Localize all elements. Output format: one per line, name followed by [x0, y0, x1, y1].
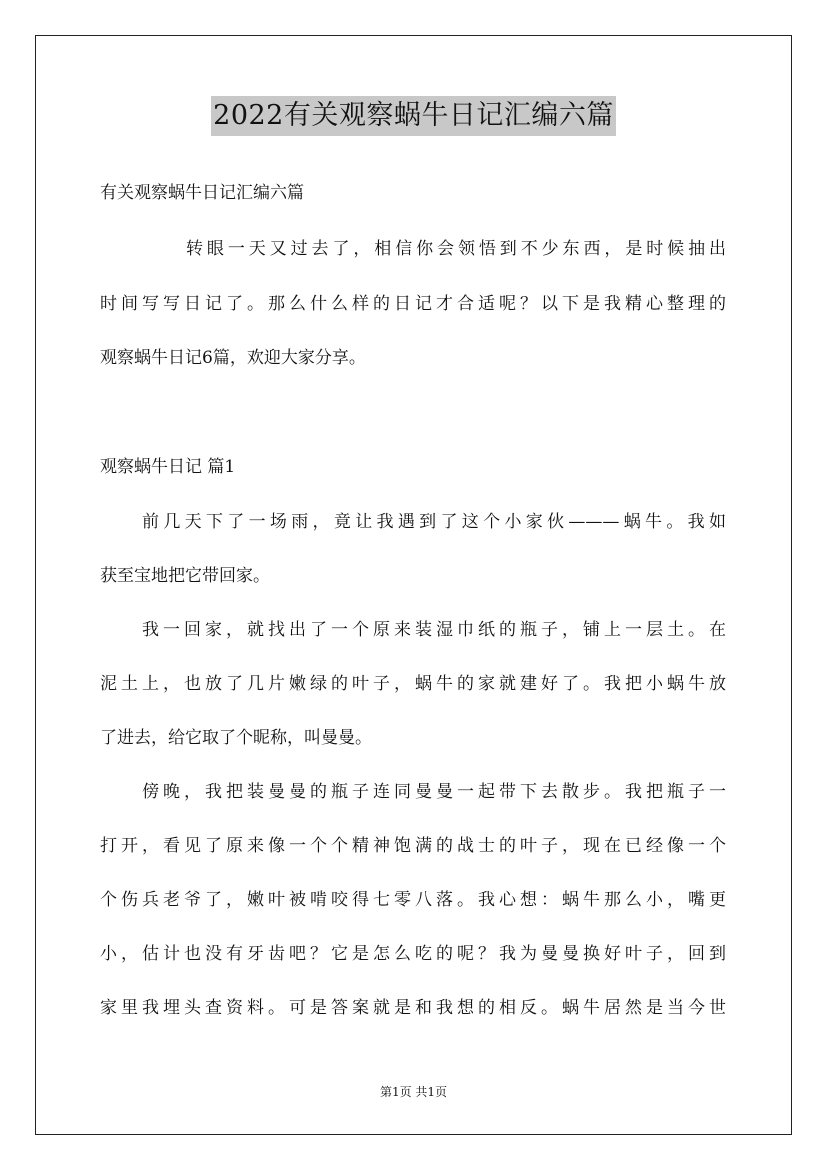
- page-footer: 第1页 共1页: [379, 1085, 448, 1099]
- document-title: 2022有关观察蜗牛日记汇编六篇: [211, 96, 616, 136]
- body-line-3: 我一回家，就找出了一个原来装湿巾纸的瓶子，铺上一层土。在: [142, 620, 726, 640]
- body-line-2: 获至宝地把它带回家。: [100, 566, 270, 586]
- body-line-7: 打开，看见了原来像一个个精神饱满的战士的叶子，现在已经像一个: [100, 836, 726, 856]
- body-line-9: 小，估计也没有牙齿吧？它是怎么吃的呢？我为曼曼换好叶子，回到: [100, 944, 726, 964]
- intro-line-3: 观察蜗牛日记6篇，欢迎大家分享。: [100, 348, 366, 368]
- intro-line-1: 转眼一天又过去了，相信你会领悟到不少东西，是时候抽出: [186, 239, 726, 259]
- section-heading: 观察蜗牛日记 篇1: [100, 457, 236, 477]
- body-line-1: 前几天下了一场雨，竟让我遇到了这个小家伙———蜗牛。我如: [142, 512, 726, 532]
- body-line-6: 傍晚，我把装曼曼的瓶子连同曼曼一起带下去散步。我把瓶子一: [142, 782, 726, 802]
- document-subtitle: 有关观察蜗牛日记汇编六篇: [100, 183, 304, 203]
- body-line-8: 个伤兵老爷了，嫩叶被啃咬得七零八落。我心想：蜗牛那么小，嘴更: [100, 890, 726, 910]
- body-line-5: 了进去，给它取了个昵称，叫曼曼。: [100, 728, 372, 748]
- intro-line-2: 时间写写日记了。那么什么样的日记才合适呢？以下是我精心整理的: [100, 294, 726, 314]
- body-line-4: 泥土上，也放了几片嫩绿的叶子，蜗牛的家就建好了。我把小蜗牛放: [100, 674, 726, 694]
- body-line-10: 家里我埋头查资料。可是答案就是和我想的相反。蜗牛居然是当今世: [100, 998, 726, 1018]
- title-container: [0, 96, 827, 136]
